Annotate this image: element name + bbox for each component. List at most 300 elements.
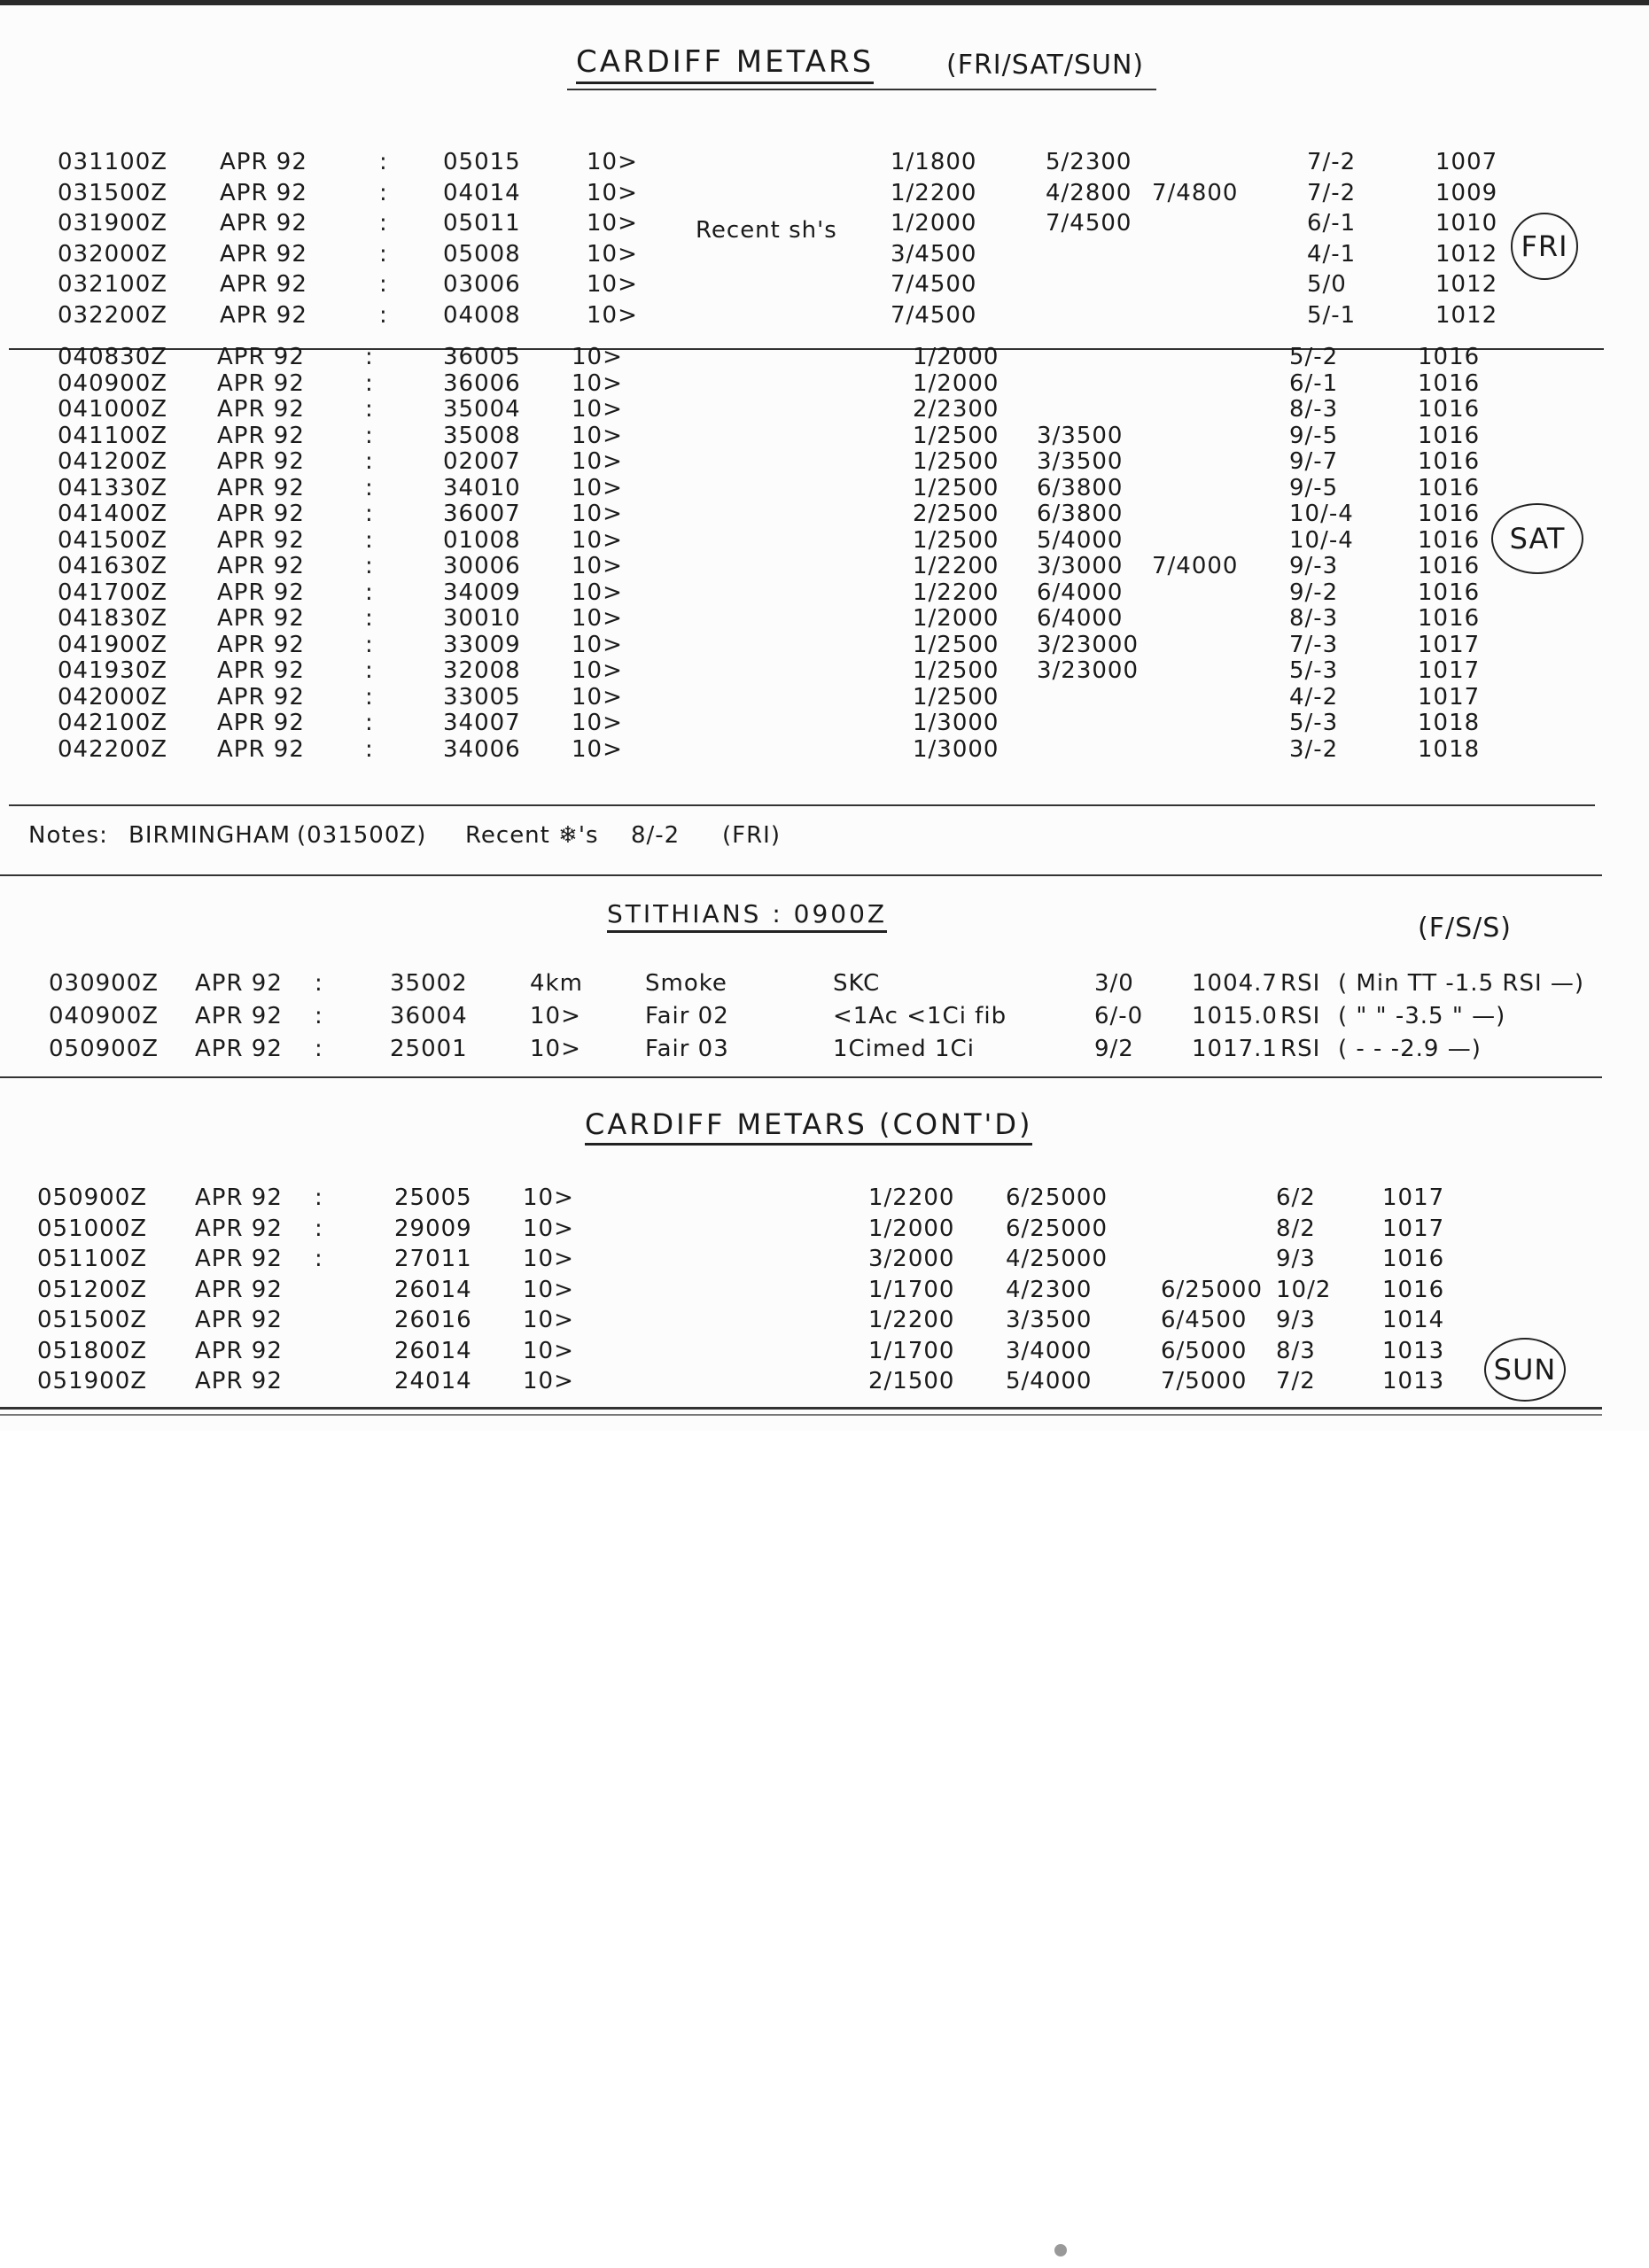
cell-sep: :: [315, 970, 323, 997]
cell-time: 051900Z: [37, 1368, 148, 1394]
cell-time: 051000Z: [37, 1215, 148, 1242]
cell-wind: 25001: [390, 1036, 468, 1062]
cell-p: 1016: [1418, 369, 1481, 397]
cell-wind: 05015: [443, 149, 521, 175]
cell-c1: 1/2500: [913, 526, 1000, 554]
cell-date: APR 92: [217, 526, 305, 554]
cell-t: 8/-3: [1289, 605, 1339, 632]
metar-row: [0, 448, 1649, 477]
cell-time: 041000Z: [58, 396, 168, 423]
cell-c1: 1/2200: [868, 1307, 955, 1333]
cell-sep: :: [379, 240, 388, 268]
metar-row: [0, 736, 1649, 765]
metar-row: [0, 632, 1649, 660]
metar-row: [0, 579, 1649, 608]
cell-time: 031500Z: [58, 179, 168, 206]
cell-vis: 10>: [572, 657, 623, 684]
cell-c2: 4/2800: [1046, 179, 1132, 206]
cell-sep: :: [365, 683, 374, 711]
cell-c1: 2/1500: [868, 1368, 955, 1394]
cell-date: APR 92: [217, 501, 305, 527]
cell-c3: 7/4000: [1152, 553, 1239, 579]
cell-date: APR 92: [217, 605, 305, 632]
cell-time: 032100Z: [58, 271, 168, 298]
cell-p: 1007: [1435, 149, 1498, 175]
cell-p: 1016: [1418, 422, 1481, 449]
cell-wind: 02007: [443, 448, 521, 475]
cell-time: 032200Z: [58, 301, 168, 329]
cell-c2: 3/23000: [1037, 631, 1140, 658]
cell-wind: 04014: [443, 179, 521, 206]
metar-row: [0, 475, 1649, 503]
cell-t: 6/-1: [1289, 369, 1339, 397]
cell-wind: 35002: [390, 970, 468, 997]
metar-row: [0, 1184, 1649, 1213]
cell-sep: :: [365, 553, 374, 579]
cell-wx: Fair 02: [645, 1003, 729, 1029]
paper-speck: [1054, 2244, 1067, 2256]
cell-c1: 1/2500: [913, 448, 1000, 475]
cell-time: 051500Z: [37, 1307, 148, 1333]
sun-day-tag: SUN: [1484, 1338, 1566, 1402]
cell-c1: 1/1700: [868, 1337, 955, 1364]
cell-time: 051200Z: [37, 1276, 148, 1303]
cell-date: APR 92: [217, 422, 305, 449]
cell-time: 031100Z: [58, 149, 168, 175]
cell-vis: 10>: [572, 369, 623, 397]
cell-c1: 1/2500: [913, 657, 1000, 684]
cell-vis: 10>: [523, 1368, 574, 1394]
cell-t: 3/-2: [1289, 735, 1339, 763]
cell-wind: 25005: [394, 1184, 472, 1211]
cell-c2: 3/3000: [1037, 553, 1124, 579]
cell-t: 5/-1: [1307, 301, 1357, 329]
cell-c1: 1/2200: [891, 179, 977, 206]
cell-vis: 10>: [523, 1184, 574, 1211]
cell-p: 1018: [1418, 710, 1481, 736]
cell-p: 1010: [1435, 210, 1498, 237]
cell-time: 041700Z: [58, 579, 168, 606]
stithians-tag: (F/S/S): [1418, 913, 1512, 944]
notes-divider: [0, 874, 1602, 876]
cell-time: 041500Z: [58, 526, 168, 554]
cell-wind: 35008: [443, 422, 521, 449]
cell-vis: 10>: [572, 735, 623, 763]
cell-wind: 04008: [443, 301, 521, 329]
cell-c1: 1/2200: [913, 579, 1000, 606]
cell-time: 040900Z: [58, 369, 168, 397]
cell-t: 9/-5: [1289, 474, 1339, 501]
cell-t: 8/2: [1276, 1215, 1316, 1242]
blank-area: [0, 1431, 1649, 2268]
cell-date: APR 92: [195, 1307, 283, 1333]
cell-sep: :: [365, 448, 374, 475]
cell-p: 1017: [1418, 683, 1481, 711]
cell-p: 1016: [1418, 396, 1481, 423]
cell-wind: 36007: [443, 501, 521, 527]
cell-sky: SKC: [833, 970, 881, 997]
cell-sep: :: [379, 149, 388, 175]
cell-c1: 1/3000: [913, 735, 1000, 763]
cell-vis: 10>: [572, 683, 623, 711]
cell-time: 041630Z: [58, 553, 168, 579]
cell-vis: 10>: [572, 501, 623, 527]
cell-extra: ( " " -3.5 " —): [1338, 1003, 1506, 1029]
sun-title: CARDIFF METARS (CONT'D): [585, 1107, 1032, 1146]
cell-vis: 10>: [523, 1307, 574, 1333]
cell-date: APR 92: [217, 344, 305, 370]
metar-row: [0, 1368, 1649, 1396]
cell-time: 042200Z: [58, 735, 168, 763]
cell-vis: 10>: [572, 422, 623, 449]
cell-c3: 7/5000: [1161, 1368, 1248, 1394]
cell-p: 1017.1: [1192, 1036, 1278, 1062]
cell-p: 1016: [1418, 553, 1481, 579]
cell-sep: :: [315, 1003, 323, 1029]
metar-row: [0, 657, 1649, 686]
metar-row: [0, 1036, 1649, 1064]
cell-wind: 26016: [394, 1307, 472, 1333]
cell-c1: 1/2000: [913, 605, 1000, 632]
cell-time: 041330Z: [58, 474, 168, 501]
sat-divider: [9, 804, 1595, 806]
cell-sep: :: [365, 344, 374, 370]
cell-c2: 5/2300: [1046, 149, 1132, 175]
cell-p: 1016: [1418, 344, 1481, 370]
cell-vis: 10>: [587, 271, 638, 298]
cell-time: 050900Z: [37, 1184, 148, 1211]
cell-date: APR 92: [195, 1003, 283, 1029]
metar-row: [0, 1338, 1649, 1366]
cell-c1: 1/2000: [913, 344, 1000, 370]
cell-sep: :: [379, 179, 388, 206]
cell-c1: 1/2000: [868, 1215, 955, 1242]
fri-remark: Recent sh's: [696, 217, 837, 244]
cell-c2: 6/4000: [1037, 579, 1124, 606]
cell-date: APR 92: [217, 553, 305, 579]
cell-date: APR 92: [195, 1036, 283, 1062]
cell-t: 8/3: [1276, 1337, 1316, 1364]
cell-vis: 10>: [530, 1036, 581, 1062]
cell-t: 9/3: [1276, 1307, 1316, 1333]
cell-sep: :: [365, 474, 374, 501]
cell-wind: 05008: [443, 240, 521, 268]
cell-vis: 10>: [572, 631, 623, 658]
metar-row: [0, 684, 1649, 712]
cell-date: APR 92: [217, 369, 305, 397]
cell-wind: 24014: [394, 1368, 472, 1394]
cell-p: 1014: [1382, 1307, 1445, 1333]
cell-sep: :: [379, 301, 388, 329]
cell-c2: 5/4000: [1037, 526, 1124, 554]
cell-wind: 33005: [443, 683, 521, 711]
cell-wind: 34009: [443, 579, 521, 606]
cell-t: 9/-2: [1289, 579, 1339, 606]
cell-p: 1015.0: [1192, 1003, 1278, 1029]
cell-vis: 10>: [587, 240, 638, 268]
cell-c3: 6/25000: [1161, 1276, 1264, 1303]
cell-wx: Smoke: [645, 970, 727, 997]
cell-vis: 10>: [572, 448, 623, 475]
cell-t: 9/3: [1276, 1246, 1316, 1272]
metar-row: [0, 1277, 1649, 1305]
cell-time: 040900Z: [49, 1003, 159, 1029]
cell-c3: 6/4500: [1161, 1307, 1248, 1333]
bottom-divider: [0, 1407, 1602, 1410]
cell-p: 1012: [1435, 271, 1498, 298]
cell-date: APR 92: [220, 240, 307, 268]
cell-c1: 1/2500: [913, 422, 1000, 449]
cell-p: 1004.7: [1192, 970, 1278, 997]
cell-c1: 2/2500: [913, 501, 1000, 527]
title-underline: [567, 89, 1156, 90]
cell-c2: 4/25000: [1006, 1246, 1108, 1272]
cell-date: APR 92: [220, 149, 307, 175]
cell-wind: 33009: [443, 631, 521, 658]
metar-row: [0, 970, 1649, 998]
cell-date: APR 92: [217, 474, 305, 501]
sat-day-tag: SAT: [1491, 503, 1583, 574]
cell-time: 030900Z: [49, 970, 159, 997]
cell-time: 050900Z: [49, 1036, 159, 1062]
cell-vis: 10>: [587, 179, 638, 206]
cell-sep: :: [315, 1036, 323, 1062]
cell-c1: 1/1800: [891, 149, 977, 175]
cell-date: APR 92: [195, 1184, 283, 1211]
notes-remark: Recent ❄'s: [465, 822, 599, 849]
cell-t: 10/-4: [1289, 526, 1354, 554]
cell-c2: 3/3500: [1037, 422, 1124, 449]
cell-p: 1016: [1418, 501, 1481, 527]
metar-row: [0, 241, 1649, 269]
cell-sep: :: [365, 501, 374, 527]
cell-t: 9/-3: [1289, 553, 1339, 579]
metar-row: [0, 527, 1649, 555]
cell-sep: :: [365, 396, 374, 423]
cell-wind: 34010: [443, 474, 521, 501]
metar-row: [0, 1246, 1649, 1274]
cell-c1: 1/2500: [913, 474, 1000, 501]
cell-t: 8/-3: [1289, 396, 1339, 423]
cell-c2: 4/2300: [1006, 1276, 1093, 1303]
cell-time: 041930Z: [58, 657, 168, 684]
page-edge-line: [0, 1414, 1602, 1416]
cell-vis: 10>: [572, 605, 623, 632]
cell-t: 6/-1: [1307, 210, 1357, 237]
metar-row: [0, 605, 1649, 633]
cell-wind: 32008: [443, 657, 521, 684]
cell-vis: 10>: [572, 526, 623, 554]
metar-row: [0, 396, 1649, 424]
cell-c1: 1/1700: [868, 1276, 955, 1303]
cell-wind: 34006: [443, 735, 521, 763]
cell-p: 1018: [1418, 735, 1481, 763]
cell-wind: 36004: [390, 1003, 468, 1029]
cell-p: 1016: [1418, 474, 1481, 501]
cell-time: 042000Z: [58, 683, 168, 711]
cell-c2: 5/4000: [1006, 1368, 1093, 1394]
cell-date: APR 92: [195, 970, 283, 997]
cell-date: APR 92: [195, 1246, 283, 1272]
cell-sep: :: [365, 631, 374, 658]
metar-row: [0, 180, 1649, 208]
cell-wind: 30006: [443, 553, 521, 579]
cell-c2: 7/4500: [1046, 210, 1132, 237]
cell-vis: 10>: [572, 396, 623, 423]
cell-p: 1016: [1382, 1276, 1445, 1303]
cell-time: 041830Z: [58, 605, 168, 632]
cell-c1: 1/2500: [913, 683, 1000, 711]
notes-temp: 8/-2: [631, 822, 681, 849]
cell-date: APR 92: [220, 210, 307, 237]
cell-c2: 6/4000: [1037, 605, 1124, 632]
cell-wind: 34007: [443, 710, 521, 736]
cell-date: APR 92: [217, 631, 305, 658]
cell-wind: 29009: [394, 1215, 472, 1242]
cell-vis: 4km: [530, 970, 583, 997]
cell-rmk: RSI: [1280, 1036, 1321, 1062]
cell-c2: 3/3500: [1006, 1307, 1093, 1333]
cell-t: 10/2: [1276, 1276, 1332, 1303]
cell-vis: 10>: [530, 1003, 581, 1029]
cell-date: APR 92: [195, 1215, 283, 1242]
cell-p: 1016: [1418, 579, 1481, 606]
cell-vis: 10>: [572, 344, 623, 370]
cell-p: 1016: [1418, 526, 1481, 554]
cell-c2: 3/23000: [1037, 657, 1140, 684]
cell-p: 1016: [1418, 605, 1481, 632]
cell-p: 1012: [1435, 240, 1498, 268]
metar-row: [0, 710, 1649, 738]
cell-date: APR 92: [220, 301, 307, 329]
cell-p: 1013: [1382, 1337, 1445, 1364]
cell-sky: 1Cimed 1Ci: [833, 1036, 975, 1062]
page-top-edge: [0, 0, 1649, 5]
metar-row: [0, 501, 1649, 529]
cell-sep: :: [315, 1215, 323, 1242]
cell-t: 7/2: [1276, 1368, 1316, 1394]
cell-t: 6/-0: [1094, 1003, 1144, 1029]
cell-t: 7/-3: [1289, 631, 1339, 658]
cell-c2: 6/25000: [1006, 1184, 1108, 1211]
title-main: CARDIFF METARS: [576, 44, 874, 84]
cell-wind: 26014: [394, 1337, 472, 1364]
cell-date: APR 92: [217, 396, 305, 423]
cell-date: APR 92: [217, 579, 305, 606]
cell-wind: 30010: [443, 605, 521, 632]
cell-vis: 10>: [572, 710, 623, 736]
cell-sep: :: [379, 271, 388, 298]
cell-t: 5/-3: [1289, 710, 1339, 736]
cell-c1: 1/3000: [913, 710, 1000, 736]
cell-vis: 10>: [587, 301, 638, 329]
metar-row: [0, 271, 1649, 299]
cell-c3: 6/5000: [1161, 1337, 1248, 1364]
cell-c1: 1/2500: [913, 631, 1000, 658]
cell-rmk: RSI: [1280, 970, 1321, 997]
cell-date: APR 92: [217, 657, 305, 684]
cell-c1: 7/4500: [891, 271, 977, 298]
notes-day: (FRI): [722, 822, 781, 849]
cell-vis: 10>: [572, 474, 623, 501]
cell-t: 9/-7: [1289, 448, 1339, 475]
cell-date: APR 92: [217, 448, 305, 475]
stithians-divider: [0, 1076, 1602, 1078]
cell-time: 040830Z: [58, 344, 168, 370]
cell-sep: :: [365, 422, 374, 449]
cell-c1: 1/2200: [868, 1184, 955, 1211]
cell-sep: :: [365, 579, 374, 606]
notes-label: Notes:: [28, 822, 108, 849]
cell-date: APR 92: [217, 710, 305, 736]
cell-t: 7/-2: [1307, 179, 1357, 206]
cell-t: 5/-3: [1289, 657, 1339, 684]
cell-c1: 2/2300: [913, 396, 1000, 423]
cell-sep: :: [379, 210, 388, 237]
cell-sky: <1Ac <1Ci fib: [833, 1003, 1007, 1029]
cell-sep: :: [315, 1246, 323, 1272]
cell-c1: 3/2000: [868, 1246, 955, 1272]
cell-extra: ( - - -2.9 —): [1338, 1036, 1482, 1062]
metar-row: [0, 344, 1649, 372]
cell-date: APR 92: [195, 1368, 283, 1394]
cell-wind: 01008: [443, 526, 521, 554]
metar-row: [0, 1307, 1649, 1335]
cell-wind: 05011: [443, 210, 521, 237]
cell-p: 1017: [1382, 1215, 1445, 1242]
cell-wind: 36006: [443, 369, 521, 397]
metar-row: [0, 302, 1649, 330]
cell-t: 4/-2: [1289, 683, 1339, 711]
cell-time: 041900Z: [58, 631, 168, 658]
cell-c1: 1/2000: [891, 210, 977, 237]
cell-c3: 7/4800: [1152, 179, 1239, 206]
cell-date: APR 92: [217, 735, 305, 763]
cell-p: 1012: [1435, 301, 1498, 329]
cell-vis: 10>: [523, 1337, 574, 1364]
cell-sep: :: [315, 1184, 323, 1211]
cell-wind: 26014: [394, 1276, 472, 1303]
cell-sep: :: [365, 526, 374, 554]
cell-vis: 10>: [587, 149, 638, 175]
cell-vis: 10>: [523, 1246, 574, 1272]
cell-time: 041100Z: [58, 422, 168, 449]
cell-c2: 3/4000: [1006, 1337, 1093, 1364]
cell-time: 051800Z: [37, 1337, 148, 1364]
cell-time: 041200Z: [58, 448, 168, 475]
cell-p: 1017: [1418, 657, 1481, 684]
cell-t: 3/0: [1094, 970, 1134, 997]
cell-wind: 03006: [443, 271, 521, 298]
cell-t: 9/2: [1094, 1036, 1134, 1062]
metar-row: [0, 149, 1649, 177]
metar-row: [0, 1216, 1649, 1244]
cell-p: 1013: [1382, 1368, 1445, 1394]
cell-sep: :: [365, 369, 374, 397]
cell-rmk: RSI: [1280, 1003, 1321, 1029]
cell-sep: :: [365, 735, 374, 763]
cell-wind: 36005: [443, 344, 521, 370]
cell-t: 10/-4: [1289, 501, 1354, 527]
notes-time: (031500Z): [297, 822, 427, 849]
cell-sep: :: [365, 605, 374, 632]
metar-row: [0, 423, 1649, 451]
cell-p: 1016: [1418, 448, 1481, 475]
cell-wind: 35004: [443, 396, 521, 423]
fri-day-tag: FRI: [1511, 213, 1578, 280]
cell-c2: 6/3800: [1037, 501, 1124, 527]
cell-date: APR 92: [220, 271, 307, 298]
